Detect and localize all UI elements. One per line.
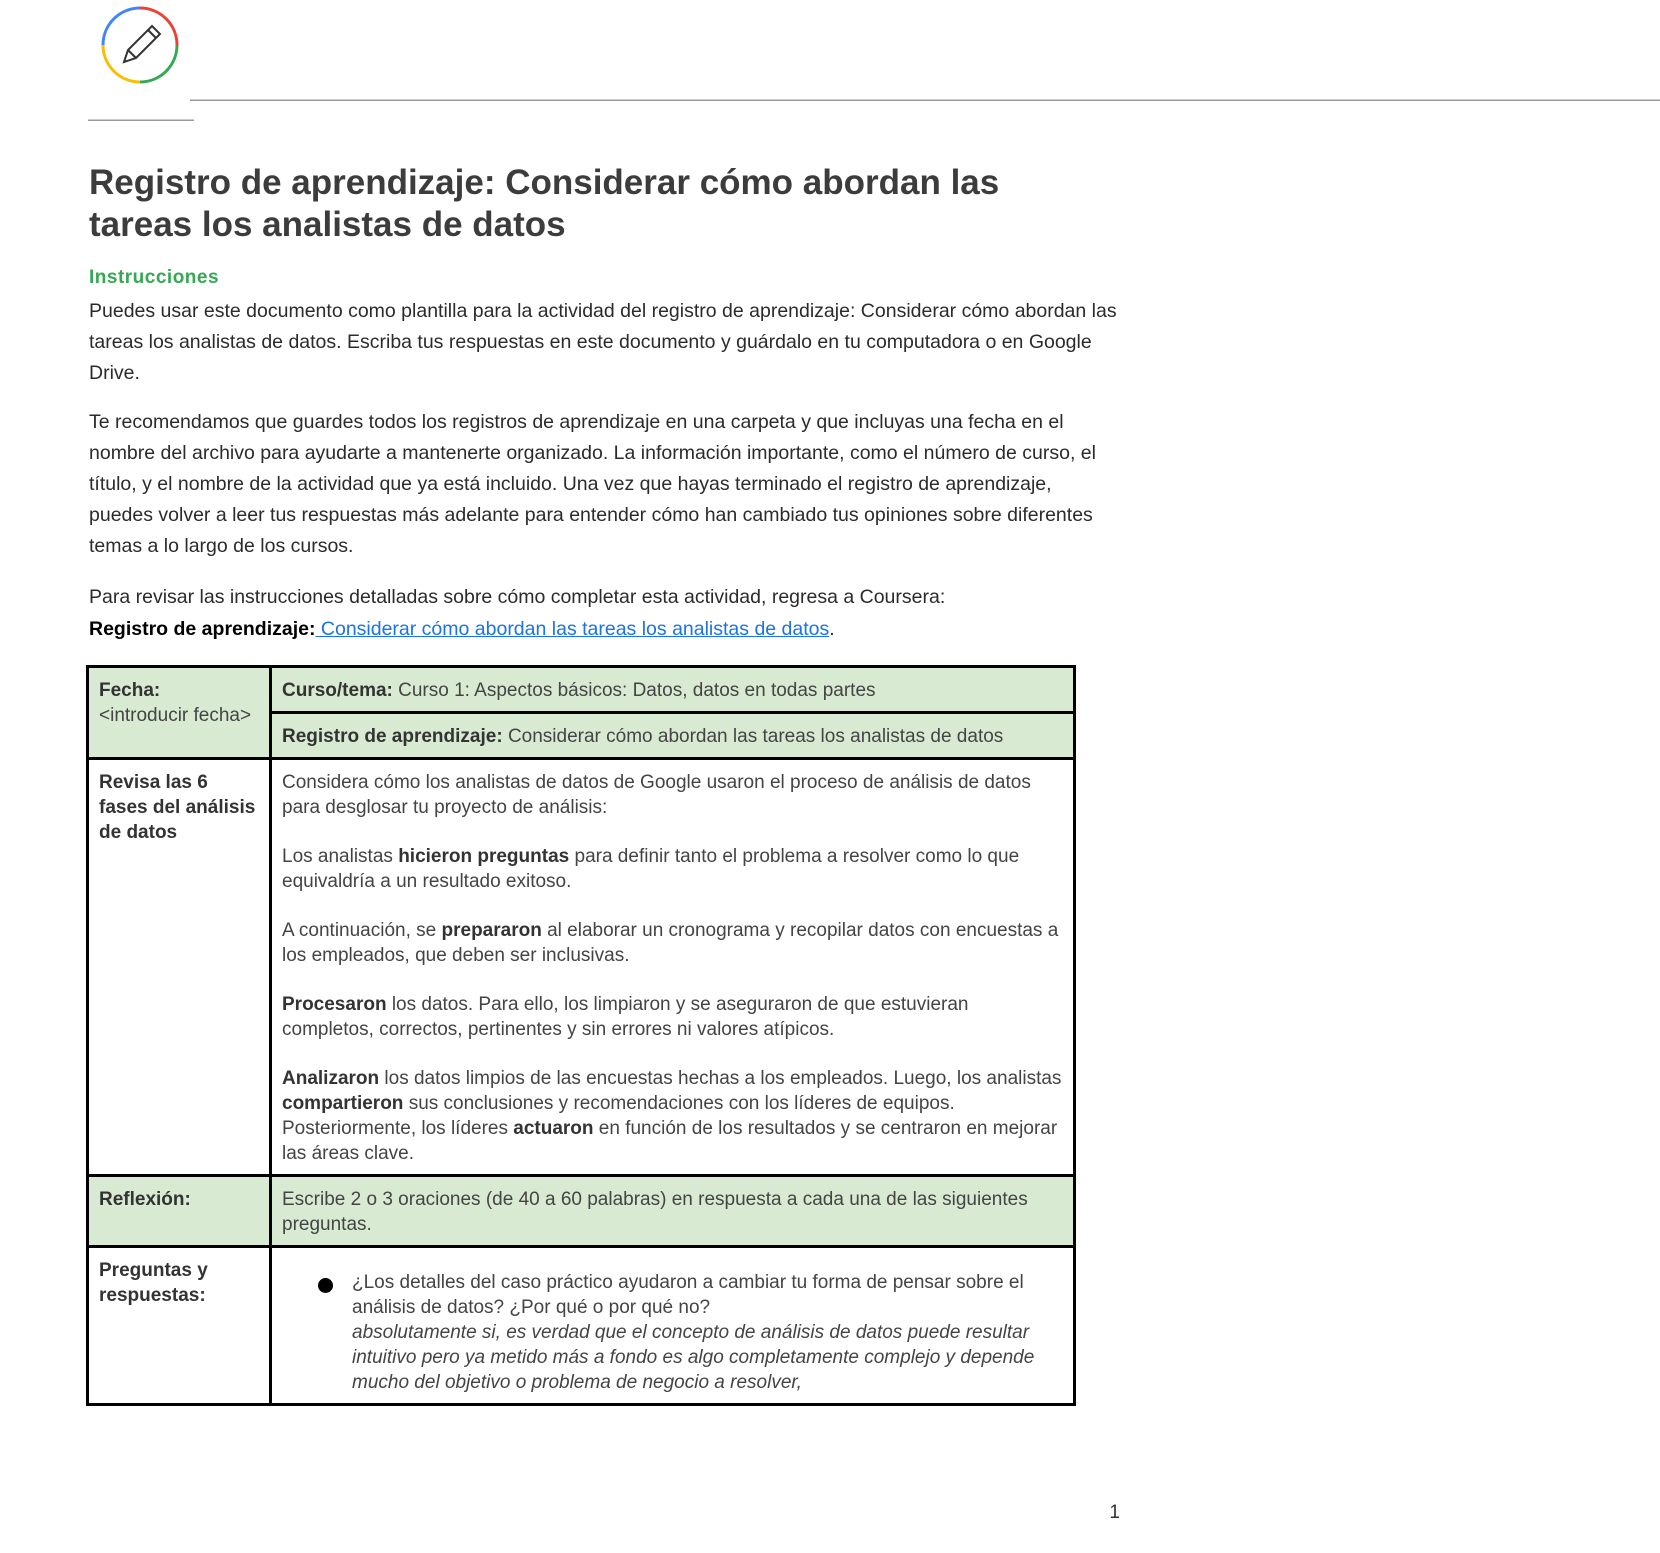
phase-analyze-share-act [282,1066,1063,1166]
period: . [829,618,835,640]
instructions-heading: Instrucciones [89,267,220,288]
instructions-paragraph-2: Te recomendamos que guardes todos los registros de aprendizaje en una carpeta y que incluyas una fecha en el nombre del archivo para ayudarte a mantenerte organizado. La información importante, como el número de curso, el título, y el nombre de la actividad que ya está incluido. Una vez que hayas terminado el registro de aprendizaje, puedes volver a leer tus respuestas más adelante para entender cómo han cambiado tus opiniones sobre diferentes temas a lo largo de los cursos. [89,411,1096,557]
phase-ask [282,844,1063,894]
reflexion-label-cell [88,1176,271,1247]
fecha-cell [88,667,271,759]
phase-prepare [282,918,1063,968]
preguntas-label-cell [88,1247,271,1405]
page-title: Registro de aprendizaje: Considerar cómo abordan las tareas los analistas de datos [89,163,1000,244]
phase-process [282,992,1063,1042]
learning-log-table [86,665,1076,1406]
activity-label: Registro de aprendizaje: [89,618,316,640]
curso-value: Curso 1: Aspectos básicos: Datos, datos en todas partes [392,680,876,701]
reflexion-value: Escribe 2 o 3 oraciones (de 40 a 60 palabras) en respuesta a cada una de las siguientes preguntas. [282,1189,1028,1235]
text: los datos. Para ello, los limpiaron y se aseguraron de que estuvieran completos, correctos, pertinentes y sin errores ni valores atípicos. [282,994,969,1040]
revisa-label-cell [88,759,271,1176]
bold-term: Analizaron [282,1068,380,1089]
preguntas-label: Preguntas y respuestas: [99,1260,208,1306]
question-text: ¿Los detalles del caso práctico ayudaron a cambiar tu forma de pensar sobre el análisis de datos? ¿Por qué o por qué no? [352,1272,1024,1318]
bold-term: actuaron [513,1118,594,1139]
curso-label: Curso/tema: [282,680,393,701]
text: en función de los resultados y se centraron en mejorar las áreas clave. [282,1118,1058,1164]
registro-value: Considerar cómo abordan las tareas los analistas de datos [502,726,1004,747]
header-rule-continued: ————— [88,106,193,131]
header-rule: —————————————————————————————————————————————————————————————————————— [190,86,1660,111]
registro-label: Registro de aprendizaje: [282,726,503,747]
reflexion-label: Reflexión: [99,1189,191,1210]
instructions-paragraph-3: Para revisar las instrucciones detalladas sobre cómo completar esta actividad, regresa a Coursera: [89,586,946,608]
curso-cell [271,667,1075,713]
answer-text[interactable]: absolutamente si, es verdad que el concepto de análisis de datos puede resultar intuitivo pero ya metido más a fondo es algo completamente complejo y depende mucho del objetivo o problema de negocio a resolver, [352,1322,1035,1393]
pencil-circle-icon [90,0,190,92]
revisa-intro: Considera cómo los analistas de datos de Google usaron el proceso de análisis de datos para desglosar tu proyecto de análisis: [282,772,1031,818]
coursera-reference [89,614,1119,645]
fecha-input[interactable]: <introducir fecha> [99,705,252,726]
page-number: 1 [1109,1502,1120,1523]
question-item [282,1258,1063,1395]
activity-link[interactable]: Considerar cómo abordan las tareas los analistas de datos [315,618,830,640]
preguntas-content-cell [271,1247,1075,1405]
bold-term: Procesaron [282,994,387,1015]
text: los datos limpios de las encuestas hechas a los empleados. Luego, los analistas [379,1068,1062,1089]
bold-term: hicieron preguntas [398,846,570,867]
revisa-label: Revisa las 6 fases del análisis de datos [99,772,256,843]
text: sus conclusiones y recomendaciones con los líderes de equipos. Posteriormente, los líderes [282,1093,955,1139]
text: para definir tanto el problema a resolver como lo que equivaldría a un resultado exitoso. [282,846,1020,892]
registro-cell [271,713,1075,759]
reflexion-content-cell [271,1176,1075,1247]
text: A continuación, se [282,920,442,941]
bold-term: compartieron [282,1093,404,1114]
logo [90,0,190,92]
bold-term: prepararon [441,920,542,941]
text: al elaborar un cronograma y recopilar datos con encuestas a los empleados, que deben ser inclusivas. [282,920,1059,966]
text: Los analistas [282,846,399,867]
revisa-content-cell [271,759,1075,1176]
fecha-label: Fecha: [99,680,161,701]
instructions-paragraph-1: Puedes usar este documento como plantilla para la actividad del registro de aprendizaje: Considerar cómo abordan las tareas los analistas de datos. Escriba tus respuestas en este documento y guárdalo en tu computadora o en Google Drive. [89,300,1117,384]
bullet-icon [318,1278,333,1293]
